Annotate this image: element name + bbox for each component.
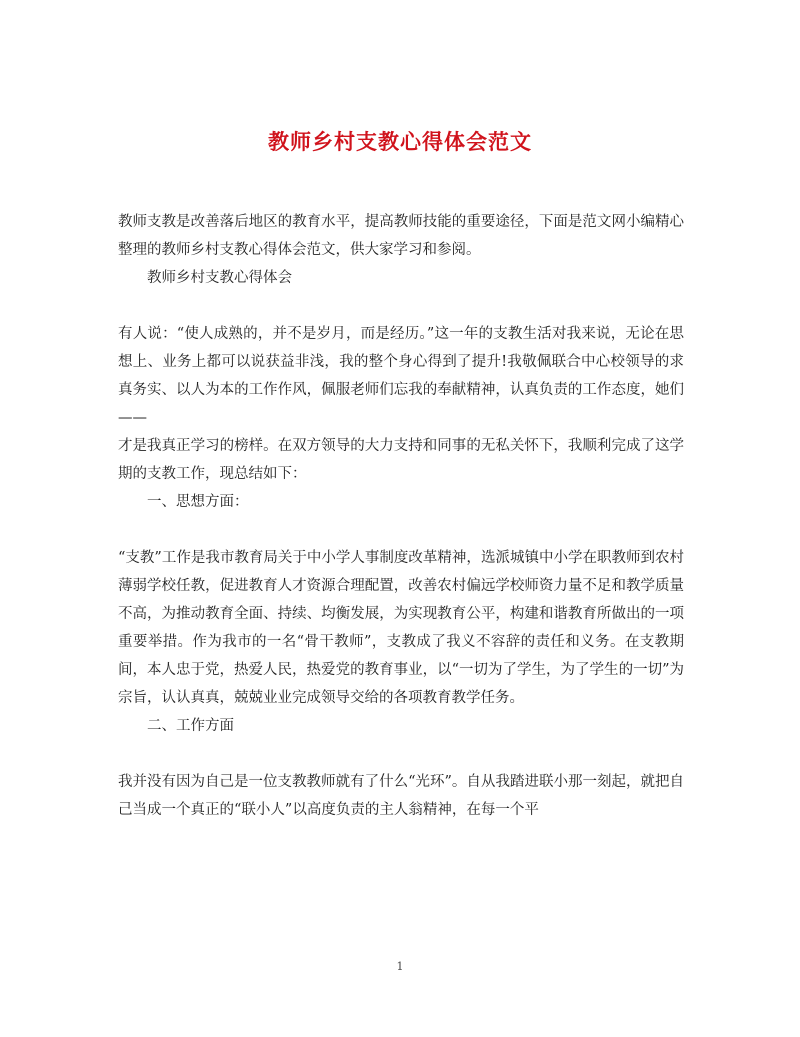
page-number: 1 — [396, 960, 404, 973]
document-title: 教师乡村支教心得体会范文 — [268, 129, 532, 155]
section-heading-work: 二、工作方面 — [147, 718, 234, 734]
section-heading-thought: 一、思想方面： — [147, 494, 249, 510]
intro-paragraph: 教师支教是改善落后地区的教育水平，提高教师技能的重要途径，下面是范文网小编精心整理的教师乡村支教心得体会范文，供大家学习和参阅。 — [118, 214, 684, 258]
document-body — [118, 208, 684, 824]
body-paragraph: 才是我真正学习的榜样。在双方领导的大力支持和同事的无私关怀下，我顺利完成了这学期的支教工作，现总结如下： — [118, 438, 684, 482]
body-paragraph: 我并没有因为自己是一位支教教师就有了什么“光环”。自从我踏进联小那一刻起，就把自己当成一个真正的“联小人”以高度负责的主人翁精神，在每一个平 — [118, 774, 684, 818]
body-paragraph: 有人说：“使人成熟的，并不是岁月，而是经历。”这一年的支教生活对我来说，无论在思想上、业务上都可以说获益非浅，我的整个身心得到了提升!我敬佩联合中心校领导的求真务实、以人为本的工作作风，佩服老师们忘我的奉献精神，认真负责的工作态度，她们—— — [118, 326, 684, 426]
body-paragraph: “支教”工作是我市教育局关于中小学人事制度改革精神，选派城镇中小学在职教师到农村薄弱学校任教，促进教育人才资源合理配置，改善农村偏远学校师资力量不足和教学质量不高，为推动教育全面、持续、均衡发展，为实现教育公平，构建和谐教育所做出的一项重要举措。作为我市的一名“骨干教师”，支教成了我义不容辞的责任和义务。在支教期间，本人忠于党，热爱人民，热爱党的教育事业，以“一切为了学生，为了学生的一切”为宗旨，认认真真，兢兢业业完成领导交给的各项教育教学任务。 — [118, 550, 684, 706]
subtitle-paragraph: 教师乡村支教心得体会 — [147, 270, 292, 286]
